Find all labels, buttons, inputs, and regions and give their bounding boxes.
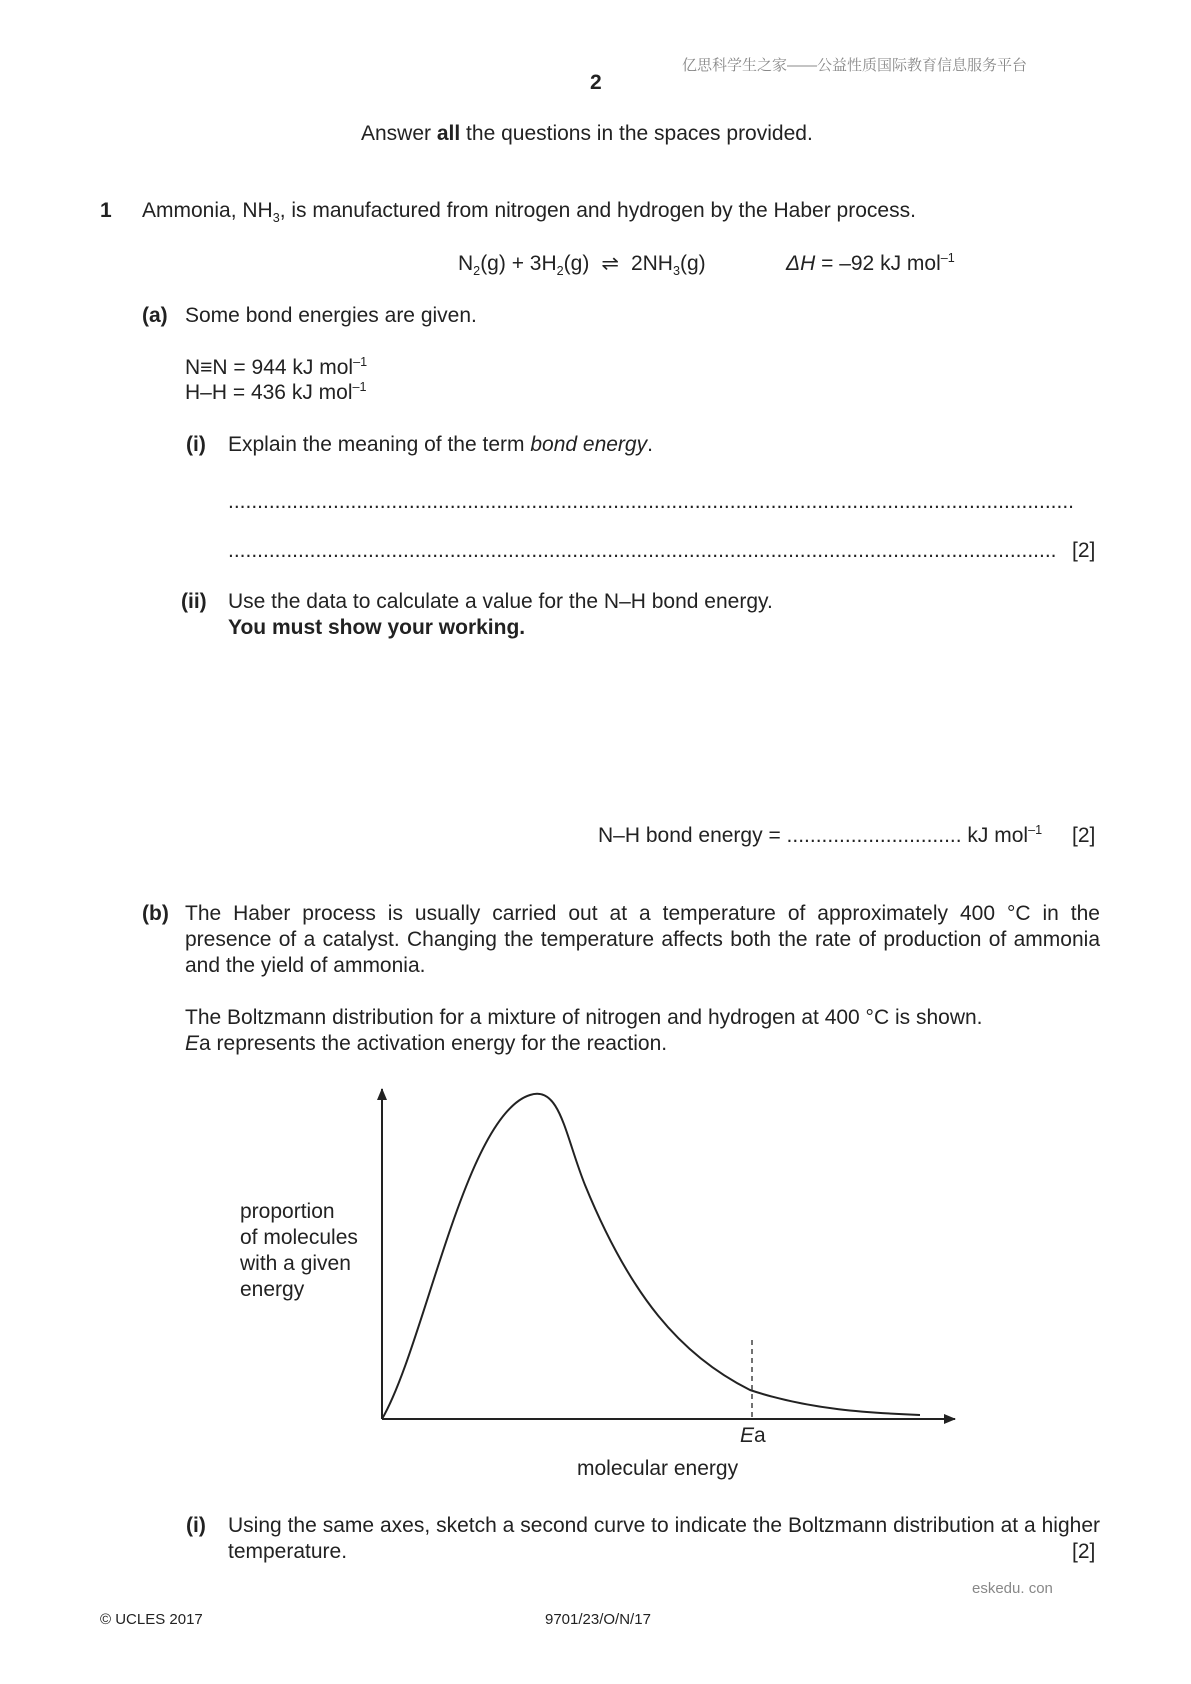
watermark-top: 亿思科学生之家——公益性质国际教育信息服务平台	[682, 57, 1028, 74]
show-working-instruction: You must show your working.	[228, 616, 526, 639]
equilibrium-arrow-icon: ⇌	[601, 252, 619, 275]
chart-ylabel	[240, 1199, 358, 1303]
part-b-para2-line1: The Boltzmann distribution for a mixture of nitrogen and hydrogen at 400 °C is shown.	[185, 1006, 983, 1029]
instruction: Answer all the questions in the spaces provided.	[361, 122, 813, 145]
part-a-text: Some bond energies are given.	[185, 304, 477, 327]
part-b-i-text: Using the same axes, sketch a second curve to indicate the Boltzmann distribution at a higher temperature.	[228, 1514, 1100, 1563]
ea-label: Ea	[740, 1424, 766, 1447]
marks-a-i: [2]	[1072, 539, 1096, 562]
footer-paper-code: 9701/23/O/N/17	[545, 1611, 651, 1628]
part-a-ii-text: Use the data to calculate a value for the N–H bond energy.	[228, 590, 773, 613]
part-a-i-text: Explain the meaning of the term bond energy.	[228, 433, 653, 456]
part-a-i-label: (i)	[186, 433, 206, 456]
watermark-bottom: eskedu. con	[972, 1580, 1053, 1597]
nh-bond-energy-answer[interactable]: N–H bond energy = .............................. kJ mol$^{-1}$	[598, 823, 1043, 847]
footer-copyright: © UCLES 2017	[100, 1611, 203, 1628]
ylabel-line-3: with a given	[240, 1252, 351, 1275]
bond-energy-nn: N≡N = 944 kJ mol$^{-1}$	[185, 355, 368, 379]
question-number: 1	[100, 199, 112, 222]
bond-energy-hh: H–H = 436 kJ mol$^{-1}$	[185, 380, 367, 404]
question-intro: Ammonia, $NH_3$, is manufactured from nitrogen and hydrogen by the Haber process.	[142, 199, 916, 226]
ylabel-line-2: of molecules	[240, 1226, 358, 1249]
part-b-label: (b)	[142, 902, 169, 925]
haber-equation: $N_2(g) + 3H_2(g)$ ⇌ $2NH_3(g)$	[458, 252, 706, 279]
marks-a-ii: [2]	[1072, 824, 1096, 847]
boltzmann-curve	[382, 1094, 920, 1419]
ylabel-line-1: proportion	[240, 1200, 335, 1223]
page-number: 2	[590, 71, 602, 94]
part-b-para1: The Haber process is usually carried out at a temperature of approximately 400 °C in the presence of a catalyst. Changing the temperature affects both the rate of production of ammonia and the yield of ammonia.	[185, 902, 1100, 977]
answer-line-2[interactable]: ..............................................................................................................................................	[228, 539, 1057, 562]
ylabel-line-4: energy	[240, 1278, 305, 1301]
enthalpy-change: ΔH = –92 kJ mol$^{-1}$	[786, 251, 955, 275]
answer-line-1[interactable]: .................................................................................................................................................	[228, 490, 1074, 513]
part-a-ii-label: (ii)	[181, 590, 207, 613]
marks-b-i: [2]	[1072, 1540, 1096, 1563]
chart-xlabel: molecular energy	[577, 1457, 739, 1480]
part-b-para2-line2: Ea represents the activation energy for the reaction.	[185, 1032, 668, 1055]
part-b-i-label: (i)	[186, 1514, 206, 1537]
part-a-label: (a)	[142, 304, 168, 327]
